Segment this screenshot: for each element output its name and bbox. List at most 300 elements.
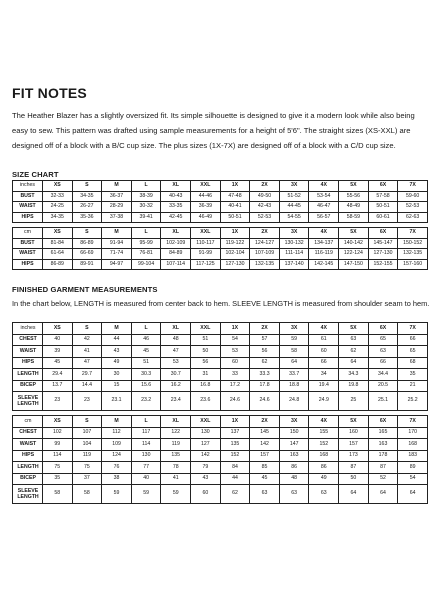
size-header-2x: 2X bbox=[250, 228, 280, 239]
table-cell: 87 bbox=[339, 462, 369, 474]
row-label: HIPS bbox=[13, 212, 43, 223]
row-label: SLEEVE LENGTH bbox=[13, 392, 43, 411]
table-cell: 62 bbox=[220, 485, 250, 504]
table-cell: 91-94 bbox=[102, 238, 132, 249]
table-cell: 45 bbox=[131, 346, 161, 358]
table-cell: 170 bbox=[398, 427, 428, 439]
table-cell: 59 bbox=[102, 485, 132, 504]
table-cell: 32-33 bbox=[43, 191, 73, 202]
table-row bbox=[13, 369, 428, 381]
table-cell: 78 bbox=[161, 462, 191, 474]
size-header-6x: 6X bbox=[368, 181, 398, 192]
table-cell: 165 bbox=[368, 427, 398, 439]
table-cell: 30 bbox=[102, 369, 132, 381]
table-cell: 157 bbox=[250, 450, 280, 462]
table-row bbox=[13, 346, 428, 358]
table-cell: 50-51 bbox=[368, 202, 398, 213]
table-header-row bbox=[13, 228, 428, 239]
table-cell: 36-37 bbox=[102, 191, 132, 202]
table-cell: 61-64 bbox=[43, 249, 73, 260]
table-cell: 130-132 bbox=[279, 238, 309, 249]
size-header-xs: XS bbox=[43, 228, 73, 239]
table-cell: 41 bbox=[161, 473, 191, 485]
size-header-3x: 3X bbox=[279, 323, 309, 335]
table-cell: 47 bbox=[161, 346, 191, 358]
table-cell: 52 bbox=[368, 473, 398, 485]
table-cell: 45 bbox=[250, 473, 280, 485]
table-cell: 24.6 bbox=[250, 392, 280, 411]
size-header-7x: 7X bbox=[398, 416, 428, 428]
table-cell: 114 bbox=[43, 450, 73, 462]
size-header-l: L bbox=[131, 228, 161, 239]
table-cell: 25.2 bbox=[398, 392, 428, 411]
size-header-xl: XL bbox=[161, 323, 191, 335]
table-cell: 168 bbox=[309, 450, 339, 462]
size-header-s: S bbox=[72, 416, 102, 428]
size-header-s: S bbox=[72, 181, 102, 192]
table-cell: 152 bbox=[220, 450, 250, 462]
table-row bbox=[13, 392, 428, 411]
table-cell: 15 bbox=[102, 380, 132, 392]
size-header-5x: 5X bbox=[339, 181, 369, 192]
row-label: LENGTH bbox=[13, 462, 43, 474]
row-label: LENGTH bbox=[13, 369, 43, 381]
table-row bbox=[13, 485, 428, 504]
row-label: BUST bbox=[13, 238, 43, 249]
table-cell: 43 bbox=[102, 346, 132, 358]
table-cell: 19.4 bbox=[309, 380, 339, 392]
table-cell: 47-48 bbox=[220, 191, 250, 202]
table-cell: 60 bbox=[309, 346, 339, 358]
table-cell: 54 bbox=[398, 473, 428, 485]
table-cell: 63 bbox=[339, 334, 369, 346]
table-cell: 130 bbox=[131, 450, 161, 462]
table-cell: 40 bbox=[131, 473, 161, 485]
size-header-m: M bbox=[102, 228, 132, 239]
table-row bbox=[13, 473, 428, 485]
table-cell: 183 bbox=[398, 450, 428, 462]
table-cell: 62 bbox=[250, 357, 280, 369]
table-cell: 119 bbox=[161, 439, 191, 451]
table-cell: 76-81 bbox=[131, 249, 161, 260]
table-cell: 40-43 bbox=[161, 191, 191, 202]
table-cell: 29.7 bbox=[72, 369, 102, 381]
table-cell: 51 bbox=[131, 357, 161, 369]
table-cell: 58-59 bbox=[339, 212, 369, 223]
size-header-xs: XS bbox=[43, 416, 73, 428]
table-cell: 44-46 bbox=[191, 191, 221, 202]
size-header-6x: 6X bbox=[368, 416, 398, 428]
table-cell: 29.4 bbox=[43, 369, 73, 381]
table-cell: 99 bbox=[43, 439, 73, 451]
size-chart-inches-table bbox=[12, 180, 428, 223]
table-cell: 68 bbox=[398, 357, 428, 369]
table-row bbox=[13, 427, 428, 439]
table-cell: 59 bbox=[279, 334, 309, 346]
table-cell: 14.4 bbox=[72, 380, 102, 392]
table-row bbox=[13, 380, 428, 392]
row-label: WAIST bbox=[13, 346, 43, 358]
table-cell: 84 bbox=[220, 462, 250, 474]
table-cell: 114 bbox=[131, 439, 161, 451]
table-cell: 63 bbox=[279, 485, 309, 504]
table-cell: 152 bbox=[309, 439, 339, 451]
table-cell: 30.3 bbox=[131, 369, 161, 381]
table-cell: 34-35 bbox=[72, 191, 102, 202]
unit-label: inches bbox=[13, 181, 43, 192]
size-header-7x: 7X bbox=[398, 323, 428, 335]
row-label: WAIST bbox=[13, 202, 43, 213]
size-header-5x: 5X bbox=[339, 416, 369, 428]
table-cell: 24.6 bbox=[220, 392, 250, 411]
size-header-7x: 7X bbox=[398, 228, 428, 239]
size-header-3x: 3X bbox=[279, 181, 309, 192]
table-cell: 15.6 bbox=[131, 380, 161, 392]
size-header-xxl: XXL bbox=[191, 416, 221, 428]
table-cell: 173 bbox=[339, 450, 369, 462]
size-header-1x: 1X bbox=[220, 416, 250, 428]
table-cell: 79 bbox=[191, 462, 221, 474]
table-cell: 66 bbox=[368, 357, 398, 369]
table-cell: 150-152 bbox=[398, 238, 428, 249]
table-cell: 117 bbox=[131, 427, 161, 439]
table-cell: 49-50 bbox=[250, 191, 280, 202]
table-cell: 140-142 bbox=[339, 238, 369, 249]
table-cell: 86 bbox=[309, 462, 339, 474]
table-cell: 52-53 bbox=[398, 202, 428, 213]
size-header-xs: XS bbox=[43, 323, 73, 335]
row-label: CHEST bbox=[13, 427, 43, 439]
table-cell: 50 bbox=[339, 473, 369, 485]
table-cell: 160 bbox=[339, 427, 369, 439]
row-label: HIPS bbox=[13, 450, 43, 462]
size-header-l: L bbox=[131, 181, 161, 192]
size-header-3x: 3X bbox=[279, 228, 309, 239]
table-cell: 155 bbox=[309, 427, 339, 439]
table-cell: 65 bbox=[368, 334, 398, 346]
table-cell: 81-84 bbox=[43, 238, 73, 249]
table-cell: 48 bbox=[279, 473, 309, 485]
size-header-4x: 4X bbox=[309, 323, 339, 335]
finished-measurements-heading: FINISHED GARMENT MEASUREMENTS bbox=[12, 285, 158, 294]
table-cell: 145-147 bbox=[368, 238, 398, 249]
size-header-xl: XL bbox=[161, 181, 191, 192]
table-cell: 17.8 bbox=[250, 380, 280, 392]
table-cell: 122-124 bbox=[339, 249, 369, 260]
table-cell: 60-61 bbox=[368, 212, 398, 223]
size-header-7x: 7X bbox=[398, 181, 428, 192]
size-chart-heading: SIZE CHART bbox=[12, 170, 59, 179]
table-header-row bbox=[13, 323, 428, 335]
size-header-xl: XL bbox=[161, 228, 191, 239]
table-cell: 54-55 bbox=[279, 212, 309, 223]
table-cell: 163 bbox=[279, 450, 309, 462]
row-label: SLEEVE LENGTH bbox=[13, 485, 43, 504]
table-cell: 16.2 bbox=[161, 380, 191, 392]
table-cell: 46 bbox=[131, 334, 161, 346]
table-cell: 65 bbox=[398, 346, 428, 358]
table-cell: 66 bbox=[309, 357, 339, 369]
table-cell: 64 bbox=[339, 357, 369, 369]
table-cell: 34-35 bbox=[43, 212, 73, 223]
table-cell: 127-130 bbox=[220, 259, 250, 270]
size-header-l: L bbox=[131, 416, 161, 428]
table-cell: 56-57 bbox=[309, 212, 339, 223]
table-header-row bbox=[13, 416, 428, 428]
table-cell: 37-38 bbox=[102, 212, 132, 223]
table-row bbox=[13, 259, 428, 270]
table-cell: 58 bbox=[279, 346, 309, 358]
table-cell: 33.3 bbox=[250, 369, 280, 381]
table-cell: 39-41 bbox=[131, 212, 161, 223]
size-header-xs: XS bbox=[43, 181, 73, 192]
table-cell: 49 bbox=[102, 357, 132, 369]
table-cell: 60 bbox=[191, 485, 221, 504]
unit-label: cm bbox=[13, 416, 43, 428]
size-header-5x: 5X bbox=[339, 228, 369, 239]
table-cell: 25 bbox=[339, 392, 369, 411]
table-cell: 46-49 bbox=[191, 212, 221, 223]
finished-measurements-note: In the chart below, LENGTH is measured from center back to hem. SLEEVE LENGTH is measured from shoulder seam to hem. bbox=[12, 299, 430, 308]
size-header-2x: 2X bbox=[250, 416, 280, 428]
table-cell: 142 bbox=[191, 450, 221, 462]
size-header-4x: 4X bbox=[309, 228, 339, 239]
row-label: CHEST bbox=[13, 334, 43, 346]
size-header-m: M bbox=[102, 323, 132, 335]
table-cell: 147 bbox=[279, 439, 309, 451]
table-cell: 119 bbox=[72, 450, 102, 462]
table-cell: 87 bbox=[368, 462, 398, 474]
size-header-1x: 1X bbox=[220, 181, 250, 192]
table-cell: 44 bbox=[102, 334, 132, 346]
table-cell: 56 bbox=[250, 346, 280, 358]
row-label: BICEP bbox=[13, 380, 43, 392]
table-cell: 84-89 bbox=[161, 249, 191, 260]
size-header-l: L bbox=[131, 323, 161, 335]
table-cell: 43 bbox=[191, 473, 221, 485]
table-cell: 75 bbox=[43, 462, 73, 474]
size-header-1x: 1X bbox=[220, 323, 250, 335]
size-header-1x: 1X bbox=[220, 228, 250, 239]
table-row bbox=[13, 202, 428, 213]
size-header-xxl: XXL bbox=[191, 228, 221, 239]
table-cell: 38 bbox=[102, 473, 132, 485]
row-label: BICEP bbox=[13, 473, 43, 485]
table-cell: 56 bbox=[191, 357, 221, 369]
table-cell: 95-99 bbox=[131, 238, 161, 249]
table-cell: 147-150 bbox=[339, 259, 369, 270]
row-label: WAIST bbox=[13, 439, 43, 451]
size-header-s: S bbox=[72, 228, 102, 239]
row-label: WAIST bbox=[13, 249, 43, 260]
table-cell: 34.4 bbox=[368, 369, 398, 381]
table-cell: 35 bbox=[43, 473, 73, 485]
size-header-4x: 4X bbox=[309, 416, 339, 428]
table-cell: 145 bbox=[250, 427, 280, 439]
table-cell: 40 bbox=[43, 334, 73, 346]
table-cell: 23.6 bbox=[191, 392, 221, 411]
table-cell: 23 bbox=[72, 392, 102, 411]
table-cell: 107-109 bbox=[250, 249, 280, 260]
table-cell: 152-155 bbox=[368, 259, 398, 270]
table-cell: 53 bbox=[220, 346, 250, 358]
finished-inches-table bbox=[12, 322, 428, 411]
table-cell: 104 bbox=[72, 439, 102, 451]
table-cell: 71-74 bbox=[102, 249, 132, 260]
table-cell: 59 bbox=[161, 485, 191, 504]
table-cell: 99-104 bbox=[131, 259, 161, 270]
table-cell: 86-89 bbox=[72, 238, 102, 249]
table-cell: 48 bbox=[161, 334, 191, 346]
table-cell: 150 bbox=[279, 427, 309, 439]
table-cell: 63 bbox=[309, 485, 339, 504]
table-cell: 59-60 bbox=[398, 191, 428, 202]
table-cell: 132-135 bbox=[250, 259, 280, 270]
table-cell: 178 bbox=[368, 450, 398, 462]
size-header-m: M bbox=[102, 181, 132, 192]
table-cell: 64 bbox=[279, 357, 309, 369]
size-header-5x: 5X bbox=[339, 323, 369, 335]
table-cell: 86-89 bbox=[43, 259, 73, 270]
table-cell: 124-127 bbox=[250, 238, 280, 249]
table-cell: 57 bbox=[250, 334, 280, 346]
table-cell: 157-160 bbox=[398, 259, 428, 270]
table-cell: 42-45 bbox=[161, 212, 191, 223]
table-cell: 135 bbox=[161, 450, 191, 462]
row-label: HIPS bbox=[13, 357, 43, 369]
table-cell: 137 bbox=[220, 427, 250, 439]
table-cell: 127 bbox=[191, 439, 221, 451]
table-cell: 19.8 bbox=[339, 380, 369, 392]
table-row bbox=[13, 462, 428, 474]
table-cell: 107 bbox=[72, 427, 102, 439]
table-cell: 132-135 bbox=[398, 249, 428, 260]
table-cell: 38-39 bbox=[131, 191, 161, 202]
table-cell: 116-119 bbox=[309, 249, 339, 260]
table-cell: 52-53 bbox=[250, 212, 280, 223]
table-row bbox=[13, 334, 428, 346]
table-cell: 135 bbox=[220, 439, 250, 451]
table-cell: 102-104 bbox=[220, 249, 250, 260]
table-row bbox=[13, 212, 428, 223]
table-cell: 37 bbox=[72, 473, 102, 485]
table-cell: 102 bbox=[43, 427, 73, 439]
table-cell: 50 bbox=[191, 346, 221, 358]
table-cell: 53-54 bbox=[309, 191, 339, 202]
fit-notes-intro: The Heather Blazer has a slightly oversized fit. Its simple silhouette is designed to give it a modern look while also being easy to sew. This pattern was drafted using sample measurements for a height of 5'6". The straight sizes (XS-XXL) are designed off of a block with a B/C cup size. The plus sizes (1X-7X) are designed off of a block with a C/D cup size. bbox=[12, 111, 415, 150]
table-cell: 50-51 bbox=[220, 212, 250, 223]
table-cell: 77 bbox=[131, 462, 161, 474]
size-header-m: M bbox=[102, 416, 132, 428]
size-header-2x: 2X bbox=[250, 323, 280, 335]
table-cell: 89 bbox=[398, 462, 428, 474]
table-cell: 127-130 bbox=[368, 249, 398, 260]
table-cell: 25.1 bbox=[368, 392, 398, 411]
size-header-6x: 6X bbox=[368, 228, 398, 239]
table-cell: 40-41 bbox=[220, 202, 250, 213]
size-chart-cm-table bbox=[12, 227, 428, 270]
size-header-3x: 3X bbox=[279, 416, 309, 428]
table-cell: 60 bbox=[220, 357, 250, 369]
table-cell: 122 bbox=[161, 427, 191, 439]
table-cell: 23 bbox=[43, 392, 73, 411]
table-cell: 94-97 bbox=[102, 259, 132, 270]
table-cell: 55-56 bbox=[339, 191, 369, 202]
table-cell: 168 bbox=[398, 439, 428, 451]
table-row bbox=[13, 450, 428, 462]
table-cell: 137-140 bbox=[279, 259, 309, 270]
table-cell: 76 bbox=[102, 462, 132, 474]
unit-label: cm bbox=[13, 228, 43, 239]
size-header-6x: 6X bbox=[368, 323, 398, 335]
table-cell: 117-125 bbox=[191, 259, 221, 270]
size-header-4x: 4X bbox=[309, 181, 339, 192]
table-cell: 17.2 bbox=[220, 380, 250, 392]
table-cell: 34.3 bbox=[339, 369, 369, 381]
table-cell: 33-35 bbox=[161, 202, 191, 213]
table-cell: 31 bbox=[191, 369, 221, 381]
table-cell: 48-49 bbox=[339, 202, 369, 213]
table-cell: 44 bbox=[220, 473, 250, 485]
table-cell: 119-122 bbox=[220, 238, 250, 249]
finished-cm-table bbox=[12, 415, 428, 504]
table-header-row bbox=[13, 181, 428, 192]
table-cell: 64 bbox=[398, 485, 428, 504]
table-cell: 33.7 bbox=[279, 369, 309, 381]
table-cell: 49 bbox=[309, 473, 339, 485]
table-cell: 16.8 bbox=[191, 380, 221, 392]
table-row bbox=[13, 191, 428, 202]
table-cell: 107-114 bbox=[161, 259, 191, 270]
table-cell: 45 bbox=[43, 357, 73, 369]
table-cell: 130 bbox=[191, 427, 221, 439]
table-cell: 134-137 bbox=[309, 238, 339, 249]
table-row bbox=[13, 357, 428, 369]
unit-label: inches bbox=[13, 323, 43, 335]
table-cell: 66 bbox=[398, 334, 428, 346]
table-cell: 23.1 bbox=[102, 392, 132, 411]
table-cell: 24-25 bbox=[43, 202, 73, 213]
table-cell: 24.9 bbox=[309, 392, 339, 411]
size-header-s: S bbox=[72, 323, 102, 335]
table-cell: 21 bbox=[398, 380, 428, 392]
table-cell: 39 bbox=[43, 346, 73, 358]
table-cell: 89-91 bbox=[72, 259, 102, 270]
table-cell: 109 bbox=[102, 439, 132, 451]
table-cell: 41 bbox=[72, 346, 102, 358]
table-cell: 111-114 bbox=[279, 249, 309, 260]
table-cell: 58 bbox=[72, 485, 102, 504]
table-cell: 23.4 bbox=[161, 392, 191, 411]
table-cell: 44-45 bbox=[279, 202, 309, 213]
table-cell: 91-99 bbox=[191, 249, 221, 260]
table-row bbox=[13, 249, 428, 260]
table-cell: 51-52 bbox=[279, 191, 309, 202]
table-cell: 13.7 bbox=[43, 380, 73, 392]
table-cell: 61 bbox=[309, 334, 339, 346]
table-cell: 62 bbox=[339, 346, 369, 358]
table-cell: 63 bbox=[368, 346, 398, 358]
table-row bbox=[13, 439, 428, 451]
table-cell: 23.2 bbox=[131, 392, 161, 411]
table-cell: 66-69 bbox=[72, 249, 102, 260]
table-cell: 24.8 bbox=[279, 392, 309, 411]
table-cell: 63 bbox=[250, 485, 280, 504]
size-header-xxl: XXL bbox=[191, 323, 221, 335]
table-cell: 102-109 bbox=[161, 238, 191, 249]
page-title: FIT NOTES bbox=[12, 85, 87, 101]
table-cell: 85 bbox=[250, 462, 280, 474]
